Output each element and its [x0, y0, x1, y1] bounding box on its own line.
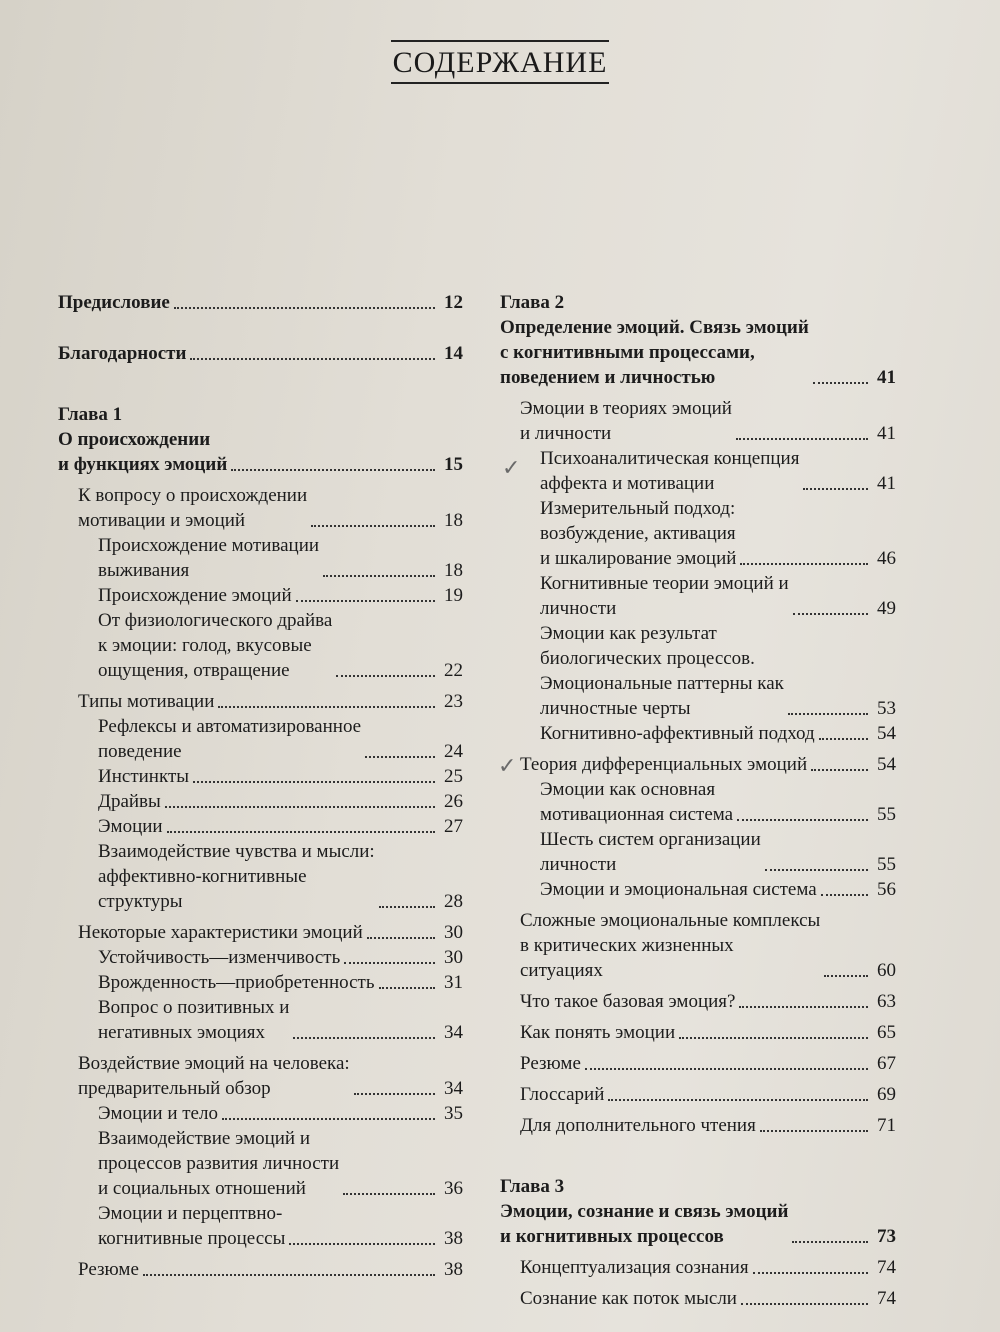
leader-dots: [792, 1241, 868, 1243]
toc-entry-page: 46: [877, 548, 896, 569]
toc-entry-page: 55: [877, 854, 896, 875]
toc-entry: [58, 764, 463, 789]
toc-entry: [500, 877, 896, 902]
toc-entry-text: Концептуализация сознания: [520, 1257, 749, 1278]
toc-entry: [58, 689, 463, 714]
leader-dots: [753, 1272, 868, 1274]
toc-entry-text: Некоторые характеристики эмоций: [78, 922, 363, 943]
leader-dots: [193, 781, 435, 783]
toc-entry-text: Психоаналитическая концепция аффекта и мотивации: [540, 448, 800, 494]
toc-entry-page: 67: [877, 1053, 896, 1074]
toc-entry-page: 30: [444, 922, 463, 943]
toc-entry-page: 71: [877, 1115, 896, 1136]
toc-entry-text: Для дополнительного чтения: [520, 1115, 756, 1136]
toc-entry-page: 23: [444, 691, 463, 712]
toc-entry: [58, 1101, 463, 1126]
leader-dots: [736, 438, 868, 440]
toc-entry-text: Взаимодействие чувства и мысли: аффективно-когнитивные структуры: [98, 841, 375, 912]
toc-entry-text: Определение эмоций. Связь эмоций с когнитивными процессами, поведением и личностью: [500, 317, 809, 388]
toc-entry-page: 18: [444, 560, 463, 581]
toc-entry: [500, 777, 896, 827]
leader-dots: [231, 469, 435, 471]
toc-entry: [500, 1020, 896, 1045]
toc-entry-text: Как понять эмоции: [520, 1022, 676, 1043]
toc-entry: [58, 945, 463, 970]
toc-entry: [500, 1255, 896, 1280]
toc-left-column: [58, 290, 463, 1282]
toc-entry: [500, 908, 896, 983]
toc-entry: [58, 1126, 463, 1201]
leader-dots: [218, 706, 435, 708]
toc-entry-text: Устойчивость—изменчивость: [98, 947, 341, 968]
toc-entry-page: 34: [444, 1022, 463, 1043]
toc-entry-page: 73: [877, 1226, 896, 1247]
toc-entry: [58, 533, 463, 583]
leader-dots: [336, 675, 435, 677]
leader-dots: [765, 869, 868, 871]
leader-dots: [167, 831, 435, 833]
toc-entry-text: Эмоции как результат биологических процессов. Эмоциональные паттерны как личностные черты: [540, 623, 784, 719]
leader-dots: [323, 575, 435, 577]
pencil-check-mark-icon: ✓: [498, 754, 517, 779]
leader-dots: [174, 307, 435, 309]
toc-entry-page: 53: [877, 698, 896, 719]
toc-entry-page: 49: [877, 598, 896, 619]
leader-dots: [824, 975, 868, 977]
toc-entry-text: Воздействие эмоций на человека: предварительный обзор: [78, 1053, 350, 1099]
toc-entry-page: 41: [877, 367, 896, 388]
leader-dots: [293, 1037, 435, 1039]
toc-entry-text: К вопросу о происхождении мотивации и эмоций: [78, 485, 308, 531]
toc-entry-text: Когнитивные теории эмоций и личности: [540, 573, 789, 619]
toc-entry-text: Эмоции: [98, 816, 163, 837]
toc-entry-text: От физиологического драйва к эмоции: голод, вкусовые ощущения, отвращение: [98, 610, 333, 681]
leader-dots: [190, 358, 435, 360]
toc-entry: [500, 621, 896, 721]
toc-entry: [500, 1051, 896, 1076]
leader-dots: [143, 1274, 435, 1276]
toc-entry-text: Измерительный подход: возбуждение, активация и шкалирование эмоций: [540, 498, 737, 569]
leader-dots: [344, 962, 435, 964]
toc-entry: [500, 496, 896, 571]
toc-entry-page: 28: [444, 891, 463, 912]
toc-entry-preface: [58, 290, 463, 315]
leader-dots: [760, 1130, 868, 1132]
chapter-title: [58, 427, 463, 477]
chapter-label: Глава 3: [500, 1176, 565, 1197]
toc-entry-page: 74: [877, 1288, 896, 1309]
toc-entry: [500, 989, 896, 1014]
toc-entry-page: 38: [444, 1259, 463, 1280]
leader-dots: [737, 819, 868, 821]
leader-dots: [740, 563, 868, 565]
toc-entry: [58, 1051, 463, 1101]
toc-entry-text: Взаимодействие эмоций и процессов развития личности и социальных отношений: [98, 1128, 340, 1199]
leader-dots: [222, 1118, 435, 1120]
leader-dots: [379, 906, 435, 908]
toc-entry-text: Рефлексы и автоматизированное поведение: [98, 716, 362, 762]
toc-entry-text: Вопрос о позитивных и негативных эмоциях: [98, 997, 290, 1043]
toc-entry-page: 15: [444, 454, 463, 475]
toc-entry-page: 63: [877, 991, 896, 1012]
leader-dots: [379, 987, 435, 989]
leader-dots: [367, 937, 435, 939]
toc-right-column: [500, 290, 896, 1311]
leader-dots: [365, 756, 435, 758]
toc-entry-thanks: [58, 341, 463, 366]
toc-entry-text: Сложные эмоциональные комплексы в критических жизненных ситуациях: [520, 910, 821, 981]
toc-entry-text: Резюме: [520, 1053, 581, 1074]
toc-entry: [500, 721, 896, 746]
toc-entry-page: 34: [444, 1078, 463, 1099]
toc-entry: [58, 789, 463, 814]
toc-entry-page: 36: [444, 1178, 463, 1199]
leader-dots: [811, 769, 868, 771]
toc-entry: [58, 583, 463, 608]
toc-entry-text: Врожденность—приобретенность: [98, 972, 375, 993]
toc-entry-page: 60: [877, 960, 896, 981]
toc-entry-page: 54: [877, 754, 896, 775]
toc-entry: [500, 396, 896, 446]
leader-dots: [289, 1243, 435, 1245]
leader-dots: [821, 894, 868, 896]
toc-entry-page: 55: [877, 804, 896, 825]
toc-entry: [500, 1082, 896, 1107]
toc-entry-page: 38: [444, 1228, 463, 1249]
toc-entry: [58, 608, 463, 683]
toc-entry-text: Сознание как поток мысли: [520, 1288, 737, 1309]
toc-entry-text: Шесть систем организации личности: [540, 829, 761, 875]
toc-entry-text: Эмоции и эмоциональная система: [540, 879, 817, 900]
toc-entry-text: Теория дифференциальных эмоций: [520, 754, 808, 775]
toc-entry-text: Эмоции и перцептвно- когнитивные процессы: [98, 1203, 286, 1249]
toc-entry-text: Эмоции как основная мотивационная система: [540, 779, 734, 825]
toc-entry: [500, 1113, 896, 1138]
chapter-title: [500, 1199, 896, 1249]
leader-dots: [354, 1093, 435, 1095]
toc-entry-page: 56: [877, 879, 896, 900]
leader-dots: [741, 1303, 868, 1305]
leader-dots: [739, 1006, 868, 1008]
chapter-label: Глава 2: [500, 292, 565, 313]
toc-entry-page: 65: [877, 1022, 896, 1043]
toc-entry-page: 27: [444, 816, 463, 837]
toc-entry-page: 41: [877, 473, 896, 494]
toc-entry: [58, 483, 463, 533]
pencil-check-mark-icon: ✓: [502, 456, 521, 481]
toc-entry: [500, 752, 896, 777]
toc-entry: [58, 1201, 463, 1251]
toc-entry-page: 22: [444, 660, 463, 681]
toc-entry-page: 18: [444, 510, 463, 531]
toc-entry-page: 26: [444, 791, 463, 812]
chapter-title: [500, 315, 896, 390]
toc-entry-page: 30: [444, 947, 463, 968]
toc-entry-page: 14: [444, 343, 463, 364]
toc-entry-text: Благодарности: [58, 343, 187, 364]
toc-entry-page: 54: [877, 723, 896, 744]
toc-entry-text: Эмоции и тело: [98, 1103, 218, 1124]
toc-entry: [500, 571, 896, 621]
toc-entry: [58, 920, 463, 945]
title-wrap: [0, 40, 1000, 84]
leader-dots: [343, 1193, 435, 1195]
toc-entry-page: 31: [444, 972, 463, 993]
leader-dots: [788, 713, 868, 715]
toc-entry: [58, 839, 463, 914]
toc-entry-text: Типы мотивации: [78, 691, 215, 712]
toc-entry-page: 35: [444, 1103, 463, 1124]
toc-entry-text: Драйвы: [98, 791, 161, 812]
toc-entry-page: 24: [444, 741, 463, 762]
toc-entry-text: Что такое базовая эмоция?: [520, 991, 736, 1012]
toc-entry-text: О происхождении и функциях эмоций: [58, 429, 228, 475]
toc-entry-page: 19: [444, 585, 463, 606]
toc-entry-page: 41: [877, 423, 896, 444]
leader-dots: [165, 806, 435, 808]
leader-dots: [813, 382, 868, 384]
toc-entry: [58, 970, 463, 995]
toc-entry-text: Происхождение эмоций: [98, 585, 292, 606]
leader-dots: [296, 600, 435, 602]
toc-entry: [58, 714, 463, 764]
leader-dots: [793, 613, 868, 615]
toc-entry-text: Происхождение мотивации выживания: [98, 535, 320, 581]
leader-dots: [803, 488, 868, 490]
toc-entry: [58, 814, 463, 839]
toc-entry-text: Эмоции в теориях эмоций и личности: [520, 398, 732, 444]
toc-entry-page: 12: [444, 292, 463, 313]
leader-dots: [585, 1068, 868, 1070]
toc-entry-page: 69: [877, 1084, 896, 1105]
leader-dots: [311, 525, 435, 527]
toc-entry-page: 74: [877, 1257, 896, 1278]
leader-dots: [679, 1037, 868, 1039]
toc-entry: [58, 995, 463, 1045]
toc-entry-text: Эмоции, сознание и связь эмоций и когнитивных процессов: [500, 1201, 789, 1247]
toc-entry-text: Резюме: [78, 1259, 139, 1280]
toc-entry-text: Когнитивно-аффективный подход: [540, 723, 815, 744]
toc-entry: [58, 1257, 463, 1282]
toc-entry: [500, 1286, 896, 1311]
page-title: СОДЕРЖАНИЕ: [391, 40, 610, 84]
toc-entry: [500, 446, 896, 496]
toc-entry-page: 25: [444, 766, 463, 787]
leader-dots: [608, 1099, 868, 1101]
toc-entry: [500, 827, 896, 877]
toc-entry-text: Глоссарий: [520, 1084, 605, 1105]
toc-entry-text: Инстинкты: [98, 766, 190, 787]
leader-dots: [819, 738, 868, 740]
toc-entry-text: Предисловие: [58, 292, 170, 313]
chapter-label: Глава 1: [58, 404, 123, 425]
